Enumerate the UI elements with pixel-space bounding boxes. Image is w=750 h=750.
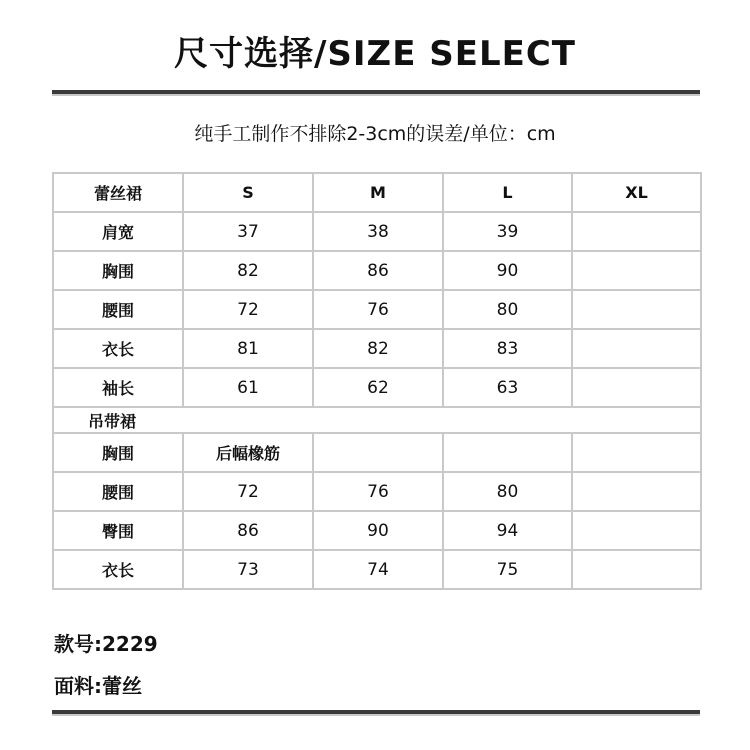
style-number: 款号:2229 [54,632,158,656]
table-row [53,472,701,511]
size-cell: 75 [443,550,572,589]
size-cell: 72 [183,290,313,329]
size-cell: 86 [183,511,313,550]
size-cell: 83 [443,329,572,368]
size-cell: 90 [313,511,443,550]
size-cell: 82 [183,251,313,290]
size-cell [313,433,443,472]
row-label: 臀围 [53,511,183,550]
size-cell [572,251,701,290]
section-row [53,407,701,433]
size-table [52,172,702,590]
page-title: 尺寸选择/SIZE SELECT [173,34,577,74]
table-row [53,511,701,550]
row-label: 衣长 [53,550,183,589]
row-label: 腰围 [53,290,183,329]
size-cell: 37 [183,212,313,251]
size-cell: XL [572,173,701,212]
size-cell: 76 [313,472,443,511]
size-cell: 94 [443,511,572,550]
size-cell: 80 [443,472,572,511]
size-cell [572,511,701,550]
size-cell: 72 [183,472,313,511]
size-cell [572,472,701,511]
size-cell: 73 [183,550,313,589]
size-cell: M [313,173,443,212]
size-cell: 86 [313,251,443,290]
section-label: 吊带裙 [53,407,701,433]
bottom-divider [52,710,700,714]
table-row [53,550,701,589]
size-cell: L [443,173,572,212]
table-row [53,368,701,407]
table-row [53,290,701,329]
size-cell: S [183,173,313,212]
size-cell: 39 [443,212,572,251]
size-cell [572,329,701,368]
row-label: 肩宽 [53,212,183,251]
table-row [53,329,701,368]
table-row [53,433,701,472]
size-cell: 63 [443,368,572,407]
size-cell [443,433,572,472]
measurement-note: 纯手工制作不排除2-3cm的误差/单位：cm [194,123,556,145]
size-cell [572,212,701,251]
table-row [53,251,701,290]
size-cell: 后幅橡筋 [183,433,313,472]
row-label: 袖长 [53,368,183,407]
row-label: 衣长 [53,329,183,368]
size-cell [572,290,701,329]
size-cell: 62 [313,368,443,407]
size-cell: 76 [313,290,443,329]
size-cell: 80 [443,290,572,329]
size-cell: 81 [183,329,313,368]
size-cell [572,433,701,472]
size-cell: 82 [313,329,443,368]
size-cell [572,550,701,589]
row-label: 蕾丝裙 [53,173,183,212]
size-cell: 90 [443,251,572,290]
row-label: 腰围 [53,472,183,511]
fabric-info: 面料:蕾丝 [54,674,142,698]
top-divider [52,90,700,94]
size-cell: 74 [313,550,443,589]
size-cell [572,368,701,407]
size-cell: 38 [313,212,443,251]
table-header-row [53,173,701,212]
table-row [53,212,701,251]
row-label: 胸围 [53,251,183,290]
size-cell: 61 [183,368,313,407]
row-label: 胸围 [53,433,183,472]
